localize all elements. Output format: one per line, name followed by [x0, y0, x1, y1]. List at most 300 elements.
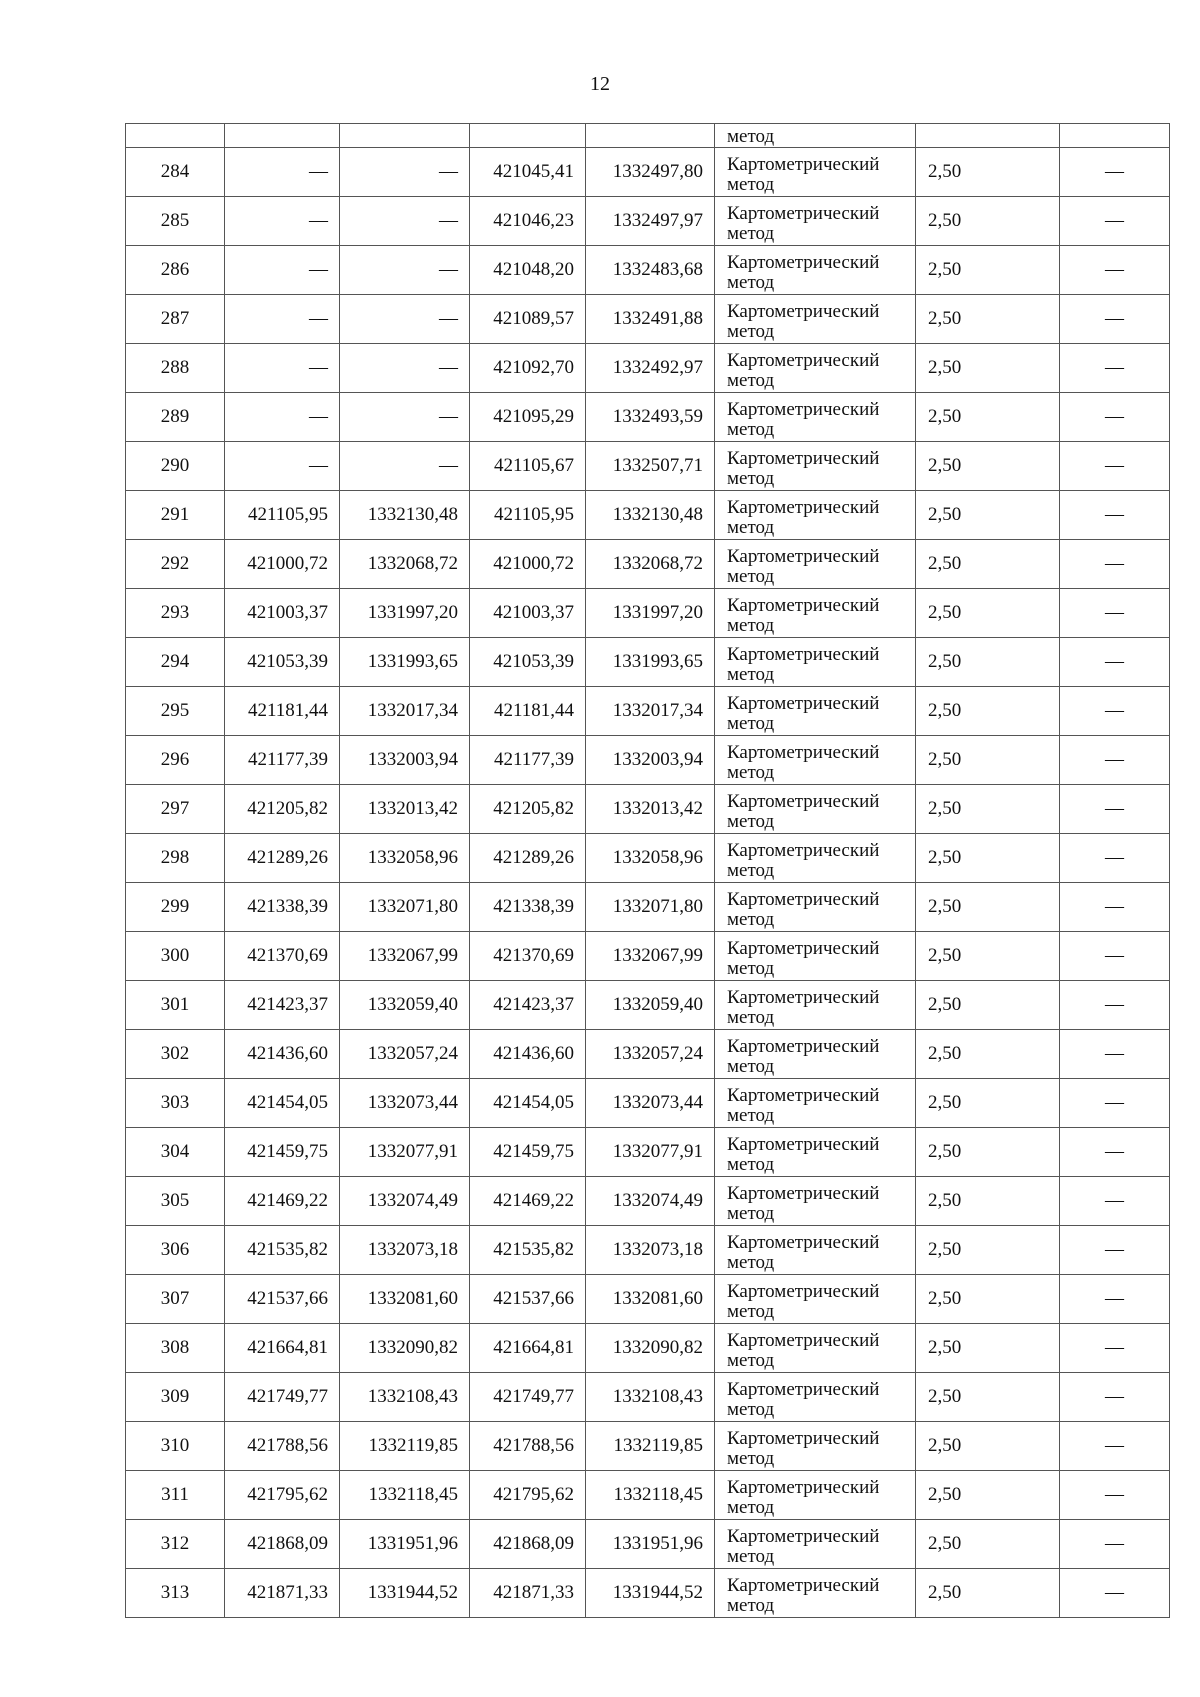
y-new-cell: 1332491,88: [586, 295, 715, 344]
method-cell: [715, 1520, 916, 1569]
point-number-cell: 293: [126, 589, 225, 638]
x-old-cell: —: [225, 295, 340, 344]
x-new-cell: 421092,70: [470, 344, 586, 393]
x-new-cell: 421370,69: [470, 932, 586, 981]
description-cell: —: [1060, 197, 1170, 246]
y-new-cell: 1332067,99: [586, 932, 715, 981]
method-cell: [715, 834, 916, 883]
method-line-2: метод: [727, 1202, 775, 1224]
method-line-2: метод: [727, 271, 775, 293]
description-cell: —: [1060, 589, 1170, 638]
method-line-1: Картометрический: [727, 300, 880, 322]
x-old-cell: —: [225, 148, 340, 197]
method-line-2: метод: [727, 810, 775, 832]
x-new-cell: 421664,81: [470, 1324, 586, 1373]
method-cell: [715, 442, 916, 491]
point-number-cell: 294: [126, 638, 225, 687]
method-cell: [715, 981, 916, 1030]
table-row: [126, 344, 1170, 393]
y-old-cell: —: [340, 393, 470, 442]
precision-cell: 2,50: [916, 1569, 1060, 1618]
table-row: [126, 1030, 1170, 1079]
method-cell: [715, 589, 916, 638]
description-cell: —: [1060, 1030, 1170, 1079]
point-number-cell: 298: [126, 834, 225, 883]
method-line-2: метод: [727, 1398, 775, 1420]
method-line-1: Картометрический: [727, 1329, 880, 1351]
precision-cell: 2,50: [916, 1275, 1060, 1324]
method-cell: [715, 295, 916, 344]
y-new-cell: 1332130,48: [586, 491, 715, 540]
y-old-cell: 1332057,24: [340, 1030, 470, 1079]
precision-cell: 2,50: [916, 1422, 1060, 1471]
method-line-1: Картометрический: [727, 202, 880, 224]
x-new-cell: 421795,62: [470, 1471, 586, 1520]
y-old-cell: —: [340, 246, 470, 295]
method-line-2: метод: [727, 1055, 775, 1077]
y-new-cell: 1331997,20: [586, 589, 715, 638]
method-line-1: Картометрический: [727, 790, 880, 812]
description-cell: —: [1060, 1177, 1170, 1226]
precision-cell: 2,50: [916, 1471, 1060, 1520]
y-new-cell: 1332507,71: [586, 442, 715, 491]
y-new-cell: 1332492,97: [586, 344, 715, 393]
x-old-cell: 421537,66: [225, 1275, 340, 1324]
y-old-cell: 1332119,85: [340, 1422, 470, 1471]
method-cell: [715, 1030, 916, 1079]
x-new-cell: 421338,39: [470, 883, 586, 932]
description-cell: —: [1060, 246, 1170, 295]
precision-cell: 2,50: [916, 491, 1060, 540]
method-line-1: Картометрический: [727, 986, 880, 1008]
precision-cell: 2,50: [916, 197, 1060, 246]
method-line-1: Картометрический: [727, 1231, 880, 1253]
table-row: [126, 1520, 1170, 1569]
y-old-cell: 1332073,18: [340, 1226, 470, 1275]
point-number-cell: 285: [126, 197, 225, 246]
precision-cell: 2,50: [916, 834, 1060, 883]
method-line-2: метод: [727, 1104, 775, 1126]
x-old-cell: —: [225, 442, 340, 491]
method-cell: [715, 736, 916, 785]
x-new-cell: 421423,37: [470, 981, 586, 1030]
method-line-1: Картометрический: [727, 1476, 880, 1498]
point-number-cell: 301: [126, 981, 225, 1030]
x-new-cell: 421205,82: [470, 785, 586, 834]
method-cell: [715, 1275, 916, 1324]
description-cell: —: [1060, 687, 1170, 736]
method-cell: [715, 246, 916, 295]
point-number-cell: 289: [126, 393, 225, 442]
y-new-cell: 1332497,97: [586, 197, 715, 246]
method-cell: [715, 1079, 916, 1128]
x-new-cell: 421749,77: [470, 1373, 586, 1422]
point-number-cell: 297: [126, 785, 225, 834]
precision-cell: 2,50: [916, 883, 1060, 932]
y-old-cell: 1331997,20: [340, 589, 470, 638]
method-line-2: метод: [727, 1153, 775, 1175]
y-new-cell: 1331944,52: [586, 1569, 715, 1618]
method-line-1: Картометрический: [727, 1525, 880, 1547]
y-old-cell: 1332081,60: [340, 1275, 470, 1324]
description-cell: —: [1060, 540, 1170, 589]
precision-cell: 2,50: [916, 1373, 1060, 1422]
x-old-cell: 421535,82: [225, 1226, 340, 1275]
method-line-2: метод: [727, 1594, 775, 1616]
table-body: [126, 124, 1170, 1618]
x-old-cell: 421105,95: [225, 491, 340, 540]
y-old-cell: 1332058,96: [340, 834, 470, 883]
point-number-cell: 304: [126, 1128, 225, 1177]
empty-cell: [916, 124, 1060, 148]
method-line-2: метод: [727, 222, 775, 244]
table-row: [126, 295, 1170, 344]
table-row: [126, 834, 1170, 883]
description-cell: —: [1060, 932, 1170, 981]
method-line-2: метод: [727, 957, 775, 979]
precision-cell: 2,50: [916, 540, 1060, 589]
description-cell: —: [1060, 393, 1170, 442]
table-row: [126, 442, 1170, 491]
y-old-cell: 1332108,43: [340, 1373, 470, 1422]
point-number-cell: 300: [126, 932, 225, 981]
x-new-cell: 421105,67: [470, 442, 586, 491]
x-old-cell: 421788,56: [225, 1422, 340, 1471]
point-number-cell: 287: [126, 295, 225, 344]
x-old-cell: 421459,75: [225, 1128, 340, 1177]
y-old-cell: 1332067,99: [340, 932, 470, 981]
y-new-cell: 1332081,60: [586, 1275, 715, 1324]
point-number-cell: 291: [126, 491, 225, 540]
method-cell: [715, 1373, 916, 1422]
x-old-cell: 421053,39: [225, 638, 340, 687]
table-row: [126, 589, 1170, 638]
method-line-1: Картометрический: [727, 447, 880, 469]
table-row: [126, 736, 1170, 785]
description-cell: —: [1060, 1275, 1170, 1324]
y-old-cell: 1332059,40: [340, 981, 470, 1030]
method-cell: [715, 1422, 916, 1471]
x-old-cell: 421423,37: [225, 981, 340, 1030]
table-row: [126, 687, 1170, 736]
x-old-cell: 421181,44: [225, 687, 340, 736]
x-new-cell: 421868,09: [470, 1520, 586, 1569]
x-new-cell: 421535,82: [470, 1226, 586, 1275]
method-cell: [715, 1569, 916, 1618]
x-new-cell: 421181,44: [470, 687, 586, 736]
method-line-2: метод: [727, 1006, 775, 1028]
x-old-cell: 421338,39: [225, 883, 340, 932]
table-row: [126, 1226, 1170, 1275]
precision-cell: 2,50: [916, 1128, 1060, 1177]
x-new-cell: 421177,39: [470, 736, 586, 785]
table-row: [126, 638, 1170, 687]
y-old-cell: 1332090,82: [340, 1324, 470, 1373]
x-new-cell: 421105,95: [470, 491, 586, 540]
precision-cell: 2,50: [916, 687, 1060, 736]
x-old-cell: 421000,72: [225, 540, 340, 589]
method-cell: [715, 1128, 916, 1177]
x-new-cell: 421537,66: [470, 1275, 586, 1324]
y-new-cell: 1331993,65: [586, 638, 715, 687]
description-cell: —: [1060, 148, 1170, 197]
x-old-cell: 421868,09: [225, 1520, 340, 1569]
x-new-cell: 421289,26: [470, 834, 586, 883]
x-old-cell: 421205,82: [225, 785, 340, 834]
y-old-cell: 1332013,42: [340, 785, 470, 834]
table-row: [126, 981, 1170, 1030]
x-old-cell: —: [225, 344, 340, 393]
y-new-cell: 1332090,82: [586, 1324, 715, 1373]
table-row: [126, 1324, 1170, 1373]
method-line-1: Картометрический: [727, 1280, 880, 1302]
y-old-cell: 1331993,65: [340, 638, 470, 687]
y-old-cell: 1332073,44: [340, 1079, 470, 1128]
precision-cell: 2,50: [916, 736, 1060, 785]
y-old-cell: —: [340, 197, 470, 246]
y-new-cell: 1332074,49: [586, 1177, 715, 1226]
description-cell: —: [1060, 344, 1170, 393]
method-line-2: метод: [727, 173, 775, 195]
description-cell: —: [1060, 1226, 1170, 1275]
y-old-cell: 1332017,34: [340, 687, 470, 736]
method-line-1: Картометрический: [727, 251, 880, 273]
point-number-cell: 302: [126, 1030, 225, 1079]
description-cell: —: [1060, 883, 1170, 932]
y-old-cell: —: [340, 148, 470, 197]
method-cell: [715, 932, 916, 981]
description-cell: —: [1060, 295, 1170, 344]
method-line-2: метод: [727, 467, 775, 489]
method-cell: [715, 344, 916, 393]
x-old-cell: 421749,77: [225, 1373, 340, 1422]
y-old-cell: 1332071,80: [340, 883, 470, 932]
description-cell: —: [1060, 981, 1170, 1030]
point-number-cell: 308: [126, 1324, 225, 1373]
description-cell: —: [1060, 491, 1170, 540]
x-old-cell: 421370,69: [225, 932, 340, 981]
point-number-cell: 296: [126, 736, 225, 785]
point-number-cell: 299: [126, 883, 225, 932]
x-new-cell: 421788,56: [470, 1422, 586, 1471]
x-new-cell: 421000,72: [470, 540, 586, 589]
point-number-cell: 295: [126, 687, 225, 736]
method-line-1: Картометрический: [727, 839, 880, 861]
method-cell: [715, 1177, 916, 1226]
method-line-1: Картометрический: [727, 594, 880, 616]
table-row: [126, 246, 1170, 295]
y-new-cell: 1332058,96: [586, 834, 715, 883]
table-row: [126, 1275, 1170, 1324]
method-line-2: метод: [727, 1251, 775, 1273]
method-continuation-cell: метод: [715, 124, 916, 148]
point-number-cell: 313: [126, 1569, 225, 1618]
method-line-1: Картометрический: [727, 1084, 880, 1106]
point-number-cell: 286: [126, 246, 225, 295]
method-line-2: метод: [727, 1496, 775, 1518]
method-line-2: метод: [727, 516, 775, 538]
y-old-cell: 1332003,94: [340, 736, 470, 785]
point-number-cell: 306: [126, 1226, 225, 1275]
method-line-1: Картометрический: [727, 741, 880, 763]
y-old-cell: 1332077,91: [340, 1128, 470, 1177]
precision-cell: 2,50: [916, 932, 1060, 981]
precision-cell: 2,50: [916, 981, 1060, 1030]
table-row: [126, 540, 1170, 589]
method-cell: [715, 491, 916, 540]
point-number-cell: 312: [126, 1520, 225, 1569]
method-cell: [715, 785, 916, 834]
precision-cell: 2,50: [916, 295, 1060, 344]
description-cell: —: [1060, 1128, 1170, 1177]
y-new-cell: 1332057,24: [586, 1030, 715, 1079]
method-cell: [715, 883, 916, 932]
y-new-cell: 1332003,94: [586, 736, 715, 785]
method-line-2: метод: [727, 1349, 775, 1371]
x-new-cell: 421871,33: [470, 1569, 586, 1618]
point-number-cell: 310: [126, 1422, 225, 1471]
y-new-cell: 1332068,72: [586, 540, 715, 589]
x-old-cell: —: [225, 197, 340, 246]
table-row: [126, 883, 1170, 932]
y-new-cell: 1332077,91: [586, 1128, 715, 1177]
method-line-2: метод: [727, 1300, 775, 1322]
y-old-cell: 1331951,96: [340, 1520, 470, 1569]
y-new-cell: 1332013,42: [586, 785, 715, 834]
method-line-1: Картометрический: [727, 1133, 880, 1155]
description-cell: —: [1060, 834, 1170, 883]
y-old-cell: 1332074,49: [340, 1177, 470, 1226]
x-new-cell: 421045,41: [470, 148, 586, 197]
precision-cell: 2,50: [916, 442, 1060, 491]
x-new-cell: 421095,29: [470, 393, 586, 442]
method-line-2: метод: [727, 1545, 775, 1567]
y-new-cell: 1332483,68: [586, 246, 715, 295]
y-new-cell: 1332497,80: [586, 148, 715, 197]
table-row: [126, 1079, 1170, 1128]
y-new-cell: 1331951,96: [586, 1520, 715, 1569]
page-number: 12: [590, 73, 610, 95]
method-line-1: Картометрический: [727, 888, 880, 910]
method-line-2: метод: [727, 614, 775, 636]
precision-cell: 2,50: [916, 1226, 1060, 1275]
description-cell: —: [1060, 1471, 1170, 1520]
method-line-1: Картометрический: [727, 545, 880, 567]
x-new-cell: 421469,22: [470, 1177, 586, 1226]
method-cell: [715, 393, 916, 442]
description-cell: —: [1060, 1324, 1170, 1373]
x-old-cell: 421795,62: [225, 1471, 340, 1520]
method-line-1: Картометрический: [727, 496, 880, 518]
y-new-cell: 1332118,45: [586, 1471, 715, 1520]
method-cell: [715, 148, 916, 197]
method-cell: [715, 687, 916, 736]
precision-cell: 2,50: [916, 1079, 1060, 1128]
point-number-cell: 284: [126, 148, 225, 197]
method-line-1: Картометрический: [727, 398, 880, 420]
table-row: [126, 491, 1170, 540]
x-new-cell: 421003,37: [470, 589, 586, 638]
continuation-row: [126, 124, 1170, 148]
description-cell: —: [1060, 1079, 1170, 1128]
precision-cell: 2,50: [916, 785, 1060, 834]
empty-cell: [126, 124, 225, 148]
precision-cell: 2,50: [916, 1520, 1060, 1569]
description-cell: —: [1060, 1422, 1170, 1471]
y-new-cell: 1332493,59: [586, 393, 715, 442]
precision-cell: 2,50: [916, 589, 1060, 638]
method-cell: [715, 1471, 916, 1520]
x-new-cell: 421048,20: [470, 246, 586, 295]
precision-cell: 2,50: [916, 1324, 1060, 1373]
x-new-cell: 421046,23: [470, 197, 586, 246]
description-cell: —: [1060, 638, 1170, 687]
description-cell: —: [1060, 1569, 1170, 1618]
method-cell: [715, 638, 916, 687]
y-new-cell: 1332119,85: [586, 1422, 715, 1471]
description-cell: —: [1060, 1520, 1170, 1569]
x-old-cell: —: [225, 246, 340, 295]
method-line-2: метод: [727, 663, 775, 685]
y-new-cell: 1332059,40: [586, 981, 715, 1030]
method-line-2: метод: [727, 859, 775, 881]
method-cell: [715, 197, 916, 246]
y-new-cell: 1332108,43: [586, 1373, 715, 1422]
point-number-cell: 292: [126, 540, 225, 589]
method-line-2: метод: [727, 320, 775, 342]
method-line-2: метод: [727, 712, 775, 734]
y-old-cell: 1332068,72: [340, 540, 470, 589]
table-row: [126, 785, 1170, 834]
empty-cell: [225, 124, 340, 148]
x-old-cell: 421469,22: [225, 1177, 340, 1226]
method-line-1: Картометрический: [727, 349, 880, 371]
x-new-cell: 421053,39: [470, 638, 586, 687]
y-old-cell: —: [340, 344, 470, 393]
y-new-cell: 1332017,34: [586, 687, 715, 736]
precision-cell: 2,50: [916, 246, 1060, 295]
y-old-cell: 1332118,45: [340, 1471, 470, 1520]
empty-cell: [1060, 124, 1170, 148]
table-row: [126, 932, 1170, 981]
precision-cell: 2,50: [916, 344, 1060, 393]
y-old-cell: —: [340, 295, 470, 344]
method-line-1: Картометрический: [727, 1182, 880, 1204]
precision-cell: 2,50: [916, 148, 1060, 197]
method-cell: [715, 1226, 916, 1275]
description-cell: —: [1060, 1373, 1170, 1422]
x-old-cell: 421454,05: [225, 1079, 340, 1128]
description-cell: —: [1060, 736, 1170, 785]
method-line-1: Картометрический: [727, 153, 880, 175]
y-new-cell: 1332071,80: [586, 883, 715, 932]
description-cell: —: [1060, 785, 1170, 834]
method-line-2: метод: [727, 565, 775, 587]
method-line-2: метод: [727, 369, 775, 391]
point-number-cell: 309: [126, 1373, 225, 1422]
method-line-2: метод: [727, 761, 775, 783]
x-old-cell: 421871,33: [225, 1569, 340, 1618]
empty-cell: [586, 124, 715, 148]
x-old-cell: 421289,26: [225, 834, 340, 883]
point-number-cell: 311: [126, 1471, 225, 1520]
table-row: [126, 148, 1170, 197]
point-number-cell: 288: [126, 344, 225, 393]
method-line-1: Картометрический: [727, 692, 880, 714]
table-row: [126, 1128, 1170, 1177]
point-number-cell: 290: [126, 442, 225, 491]
x-old-cell: 421436,60: [225, 1030, 340, 1079]
